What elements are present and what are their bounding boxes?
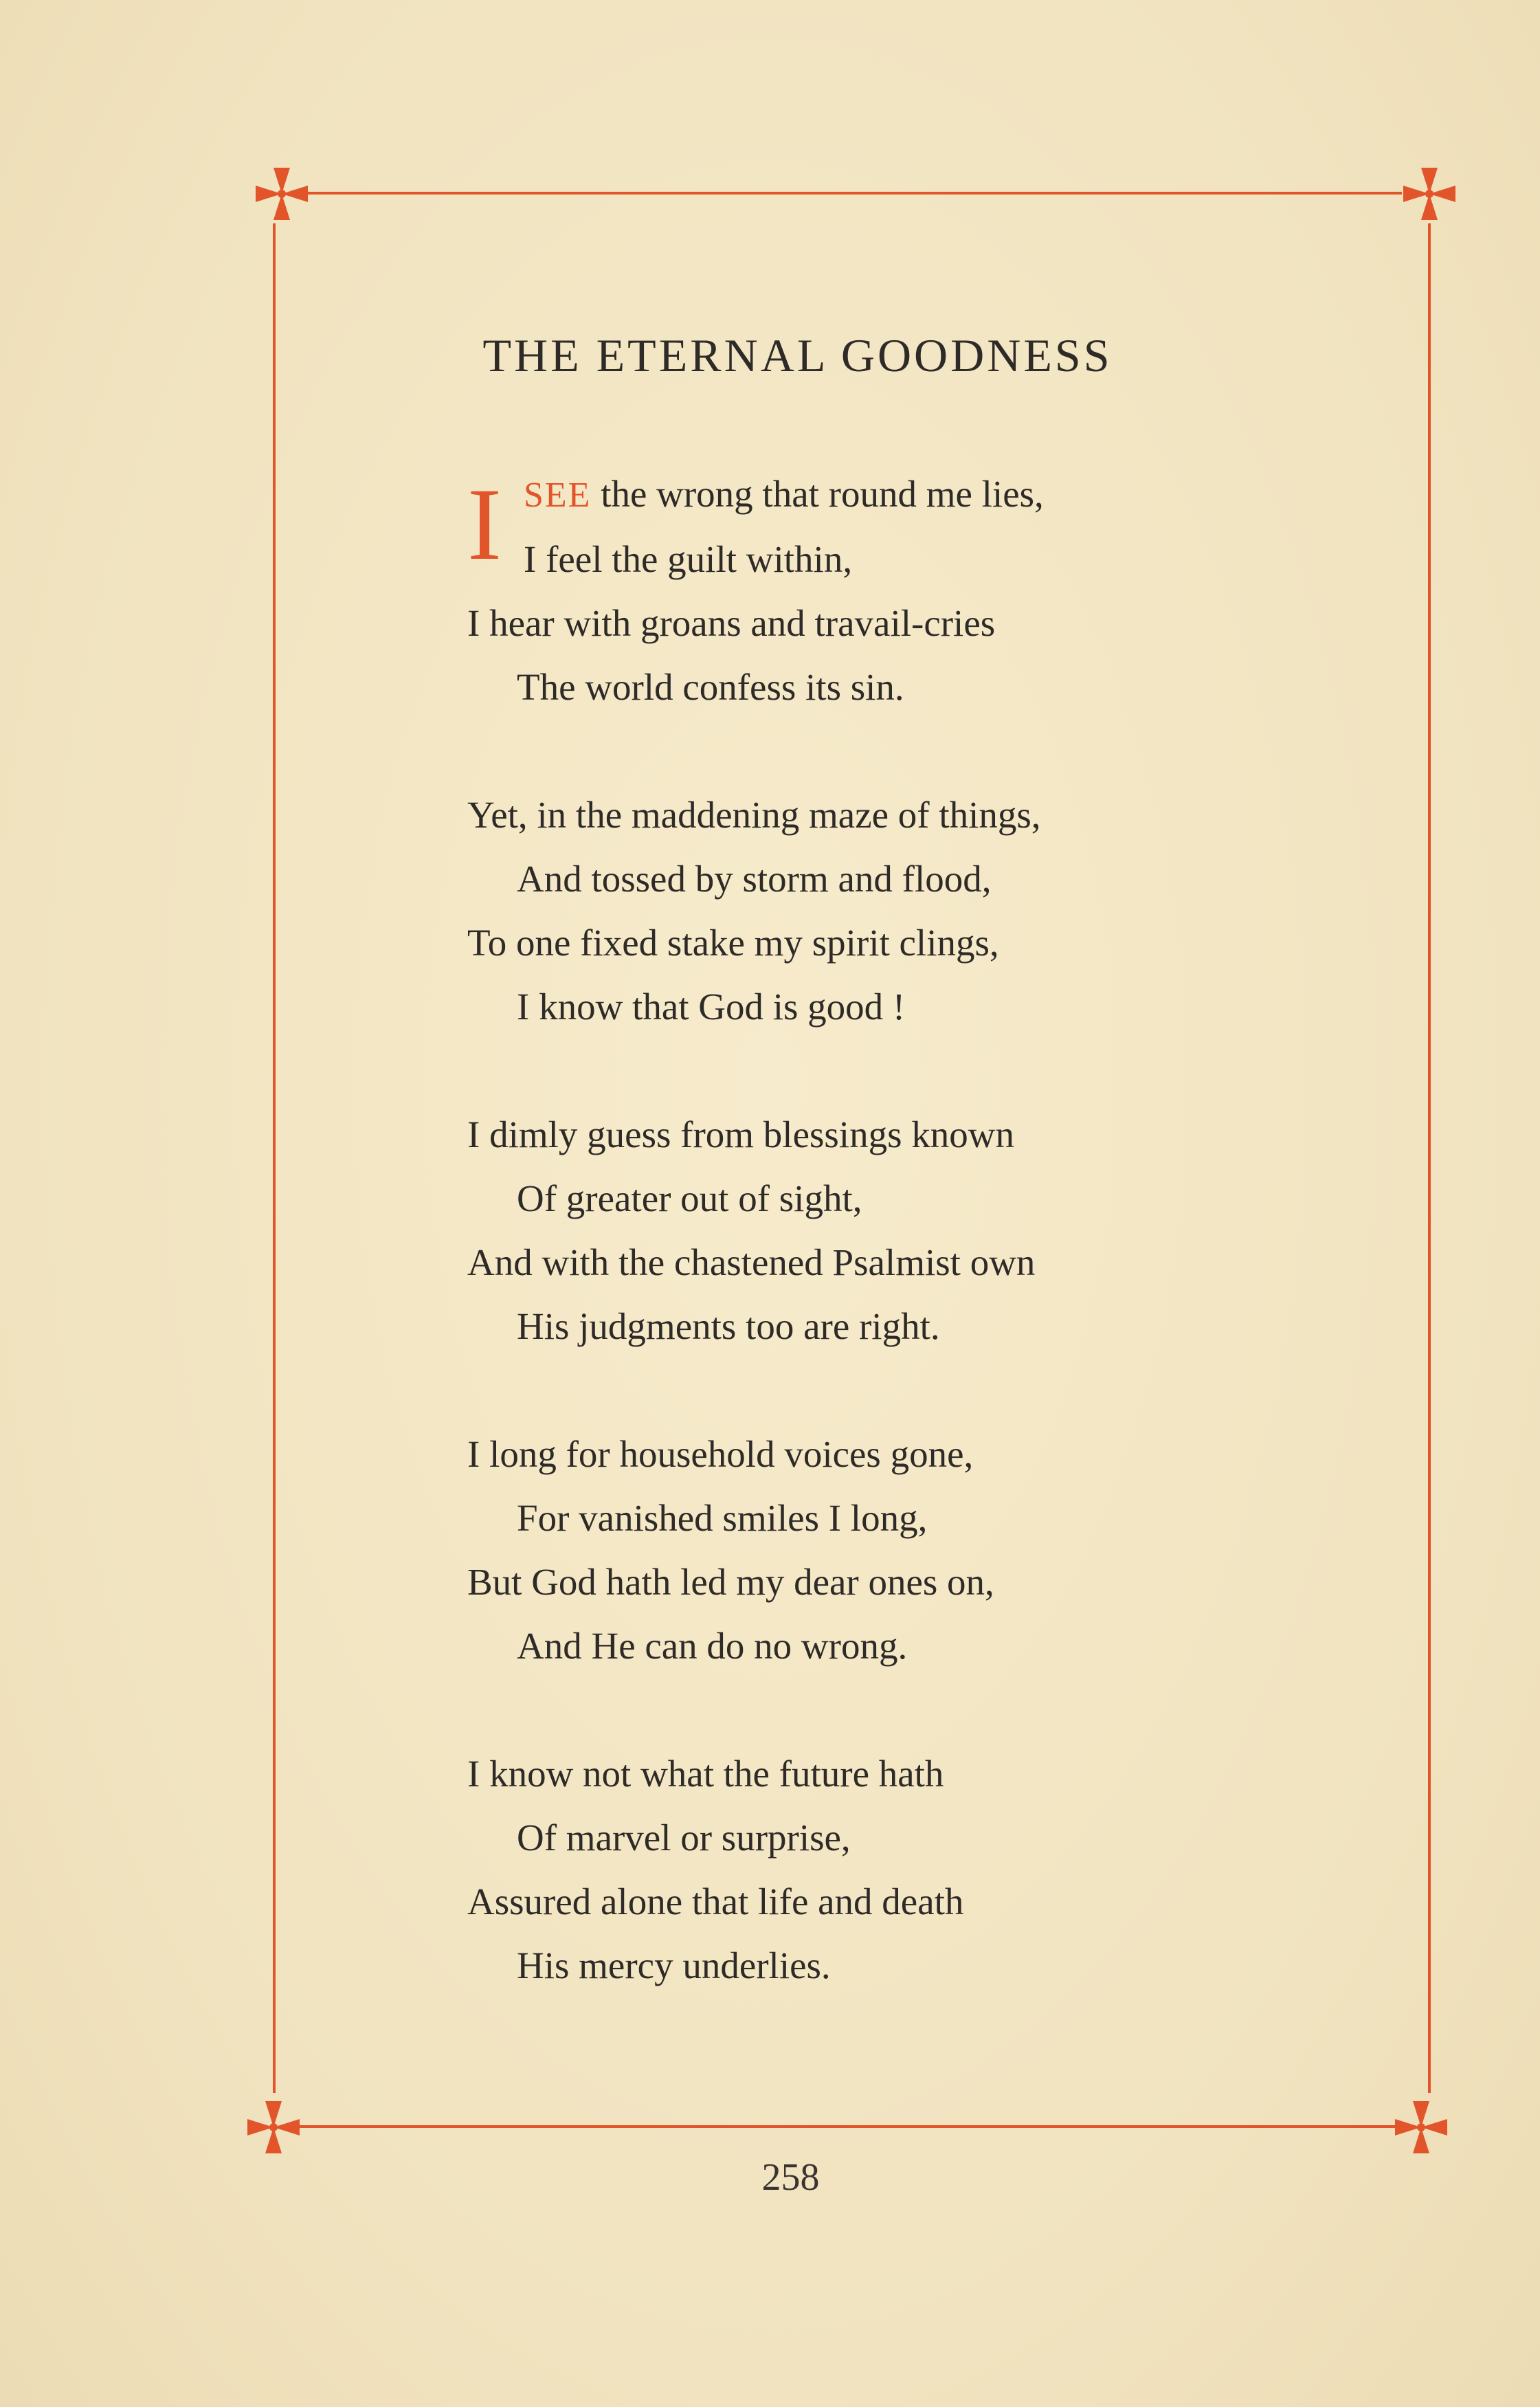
poem-line: I feel the guilt within, bbox=[524, 538, 853, 580]
poem-line: His mercy underlies. bbox=[517, 1944, 831, 1986]
poem-line: Yet, in the maddening maze of things, bbox=[467, 794, 1041, 836]
drop-cap: I bbox=[467, 467, 502, 581]
border-top-rule bbox=[302, 192, 1402, 195]
poem-line: To one fixed stake my spirit clings, bbox=[467, 922, 999, 964]
cross-pattee-icon bbox=[1400, 165, 1458, 223]
stanza bbox=[467, 1742, 1429, 1997]
border-bottom-rule bbox=[295, 2125, 1395, 2128]
cross-pattee-icon bbox=[1392, 2098, 1450, 2156]
stanza bbox=[467, 1422, 1429, 1678]
poem-line: For vanished smiles I long, bbox=[517, 1497, 928, 1539]
first-line-text: the wrong that round me lies, bbox=[591, 473, 1044, 515]
poem-line: I hear with groans and travail-cries bbox=[467, 602, 996, 644]
first-word-caps: SEE bbox=[524, 476, 592, 515]
poem-line: The world confess its sin. bbox=[517, 666, 904, 708]
poem-title: THE ETERNAL GOODNESS bbox=[482, 329, 1113, 381]
poem-line: Of marvel or surprise, bbox=[517, 1817, 851, 1859]
page-number: 258 bbox=[761, 2156, 820, 2199]
poem-line: I know not what the future hath bbox=[467, 1753, 944, 1795]
poem-line: And with the chastened Psalmist own bbox=[467, 1241, 1036, 1283]
poem-line: And tossed by storm and flood, bbox=[517, 858, 992, 900]
stanza bbox=[467, 462, 1429, 719]
poem-line: Assured alone that life and death bbox=[467, 1881, 964, 1922]
border-left-rule bbox=[273, 223, 276, 2093]
poem-line: I know that God is good ! bbox=[517, 986, 906, 1028]
poem-line: His judgments too are right. bbox=[517, 1305, 940, 1347]
stanza bbox=[467, 1102, 1429, 1358]
poem-body bbox=[467, 462, 1429, 2061]
poem-line: But God hath led my dear ones on, bbox=[467, 1561, 994, 1603]
stanza bbox=[467, 783, 1429, 1039]
cross-pattee-icon bbox=[245, 2098, 302, 2156]
poem-line: And He can do no wrong. bbox=[517, 1625, 908, 1667]
poem-line: I dimly guess from blessings known bbox=[467, 1113, 1014, 1155]
poem-line: Of greater out of sight, bbox=[517, 1177, 862, 1219]
cross-pattee-icon bbox=[253, 165, 311, 223]
poem-line: I long for household voices gone, bbox=[467, 1433, 974, 1475]
